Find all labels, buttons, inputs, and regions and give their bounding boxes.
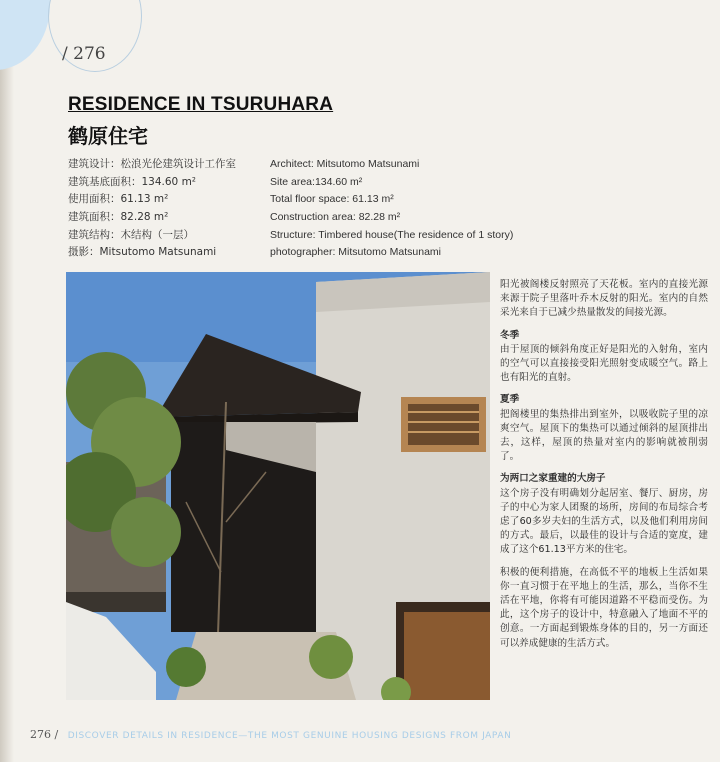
heading-house: 为两口之家重建的大房子: [500, 473, 606, 485]
info-photographer-en: photographer: Mitsutomo Matsunami: [270, 246, 441, 259]
paragraph-summer: 把阁楼里的集热排出到室外，以吸收院子里的凉爽空气。屋顶下的集热可以通过倾斜的屋顶排出去，这样，屋顶的热量对室内的影响就被削弱了。: [500, 408, 708, 463]
info-construction-area-en: Construction area: 82.28 m²: [270, 211, 401, 224]
heading-summer: 夏季: [500, 394, 520, 406]
book-spine-shadow: [0, 0, 14, 762]
info-structure-en: Structure: Timbered house(The residence of 1 story): [270, 228, 514, 241]
paragraph-intro: 阳光被阁楼反射照亮了天花板。室内的直接光源来源于院子里落叶乔木反射的阳光。室内的自然采光来自于已减少热量散发的间接光源。: [500, 279, 708, 319]
page-footer: [30, 728, 511, 741]
title-chinese: 鹤原住宅: [68, 124, 148, 148]
info-site-area-en: Site area:134.60 m²: [270, 175, 363, 188]
footer-page-number: 276 /: [30, 728, 59, 741]
heading-winter: 冬季: [500, 329, 520, 341]
decorative-blue-circle: [0, 0, 50, 70]
project-info-chinese: [68, 156, 236, 262]
info-floor-space-cn: 使用面积：61.13 m²: [68, 193, 169, 206]
paragraph-house: 这个房子没有明确划分起居室、餐厅、厨房，房子的中心为家人团聚的场所，房间的布局综合考虑了60多岁夫妇的生活方式，以及他们利用房间的方式。最后，以最佳的设计与合适的宽度，建成了这个61.13平方米的住宅。: [500, 487, 708, 556]
info-construction-area-cn: 建筑面积：82.28 m²: [68, 211, 169, 224]
info-structure-cn: 建筑结构：木结构（一层）: [68, 228, 194, 241]
body-text-column: [500, 278, 708, 659]
paragraph-closing: 积极的便利措施，在高低不平的地板上生活如果你一直习惯于在平地上的生活，那么，当你不生活在平地，你将有可能因道路不平稳而受伤。为此，这个房子的设计中，特意融入了地面不平的创意。一方面起到锻炼身体的目的，另一方面还可以养成健康的生活方式。: [500, 566, 708, 649]
info-photographer-cn: 摄影：Mitsutomo Matsunami: [68, 246, 217, 259]
house-exterior-photo: [66, 272, 490, 700]
info-architect-cn: 建筑设计：松浪光伦建筑设计工作室: [68, 158, 236, 170]
info-floor-space-en: Total floor space: 61.13 m²: [270, 193, 394, 206]
project-info-english: [270, 156, 513, 262]
info-site-area-cn: 建筑基底面积：134.60 m²: [68, 175, 197, 188]
paragraph-winter: 由于屋顶的倾斜角度正好是阳光的入射角，室内的空气可以直接接受阳光照射变成暖空气。路上也有阳光的直射。: [500, 343, 708, 384]
page-number-top: / 276: [62, 44, 106, 64]
info-architect-en: Architect: Mitsutomo Matsunami: [270, 158, 420, 170]
footer-series-title: DISCOVER DETAILS IN RESIDENCE—THE MOST GENUINE HOUSING DESIGNS FROM JAPAN: [67, 731, 512, 741]
title-english: RESIDENCE IN TSURUHARA: [68, 94, 334, 115]
